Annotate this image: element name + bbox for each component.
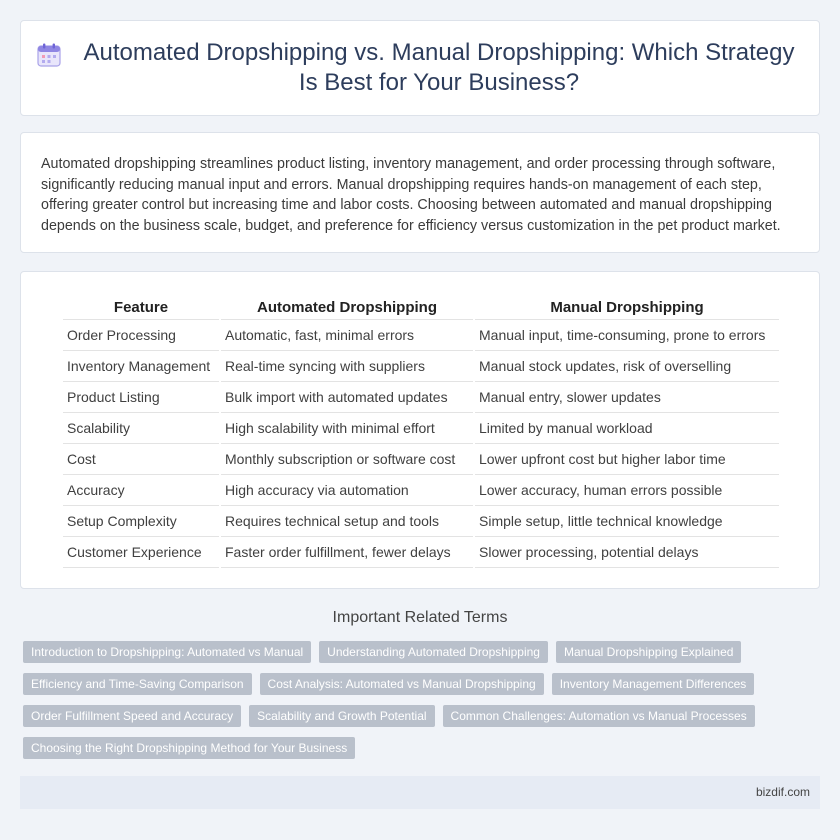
footer-site-link[interactable]: bizdif.com bbox=[755, 785, 810, 799]
table-row bbox=[63, 475, 779, 506]
related-term-tag[interactable]: Inventory Management Differences bbox=[552, 673, 755, 695]
table-cell: Accuracy bbox=[63, 475, 219, 506]
related-term-tag[interactable]: Introduction to Dropshipping: Automated vs Manual bbox=[23, 641, 311, 663]
table-cell: Setup Complexity bbox=[63, 506, 219, 537]
table-cell: Product Listing bbox=[63, 382, 219, 413]
intro-paragraph: Automated dropshipping streamlines product listing, inventory management, and order processing through software, significantly reducing manual input and errors. Manual dropshipping requires hands-on management of each step, offering greater control but increasing time and labor costs. Choosing between automated and manual dropshipping depends on the business scale, budget, and preference for efficiency versus customization in the pet product market. bbox=[41, 156, 781, 234]
footer bbox=[20, 776, 820, 809]
table-cell: Inventory Management bbox=[63, 351, 219, 382]
table-cell: Customer Experience bbox=[63, 537, 219, 568]
table-cell: High scalability with minimal effort bbox=[221, 413, 473, 444]
related-term-tag[interactable]: Choosing the Right Dropshipping Method for Your Business bbox=[23, 737, 355, 759]
table-cell: Order Processing bbox=[63, 320, 219, 351]
table-cell: Manual input, time-consuming, prone to errors bbox=[475, 320, 779, 351]
related-term-tag[interactable]: Common Challenges: Automation vs Manual Processes bbox=[443, 705, 755, 727]
related-term-tag[interactable]: Cost Analysis: Automated vs Manual Dropshipping bbox=[260, 673, 544, 695]
page-title: Automated Dropshipping vs. Manual Dropshipping: Which Strategy Is Best for Your Business? bbox=[83, 39, 795, 96]
table-cell: Monthly subscription or software cost bbox=[221, 444, 473, 475]
column-header: Manual Dropshipping bbox=[475, 294, 779, 320]
comparison-table bbox=[61, 294, 781, 568]
title-card bbox=[20, 20, 820, 116]
related-term-tag[interactable]: Manual Dropshipping Explained bbox=[556, 641, 741, 663]
column-header: Automated Dropshipping bbox=[221, 294, 473, 320]
related-term-tag[interactable]: Efficiency and Time-Saving Comparison bbox=[23, 673, 252, 695]
calendar-icon bbox=[36, 42, 62, 68]
table-cell: Cost bbox=[63, 444, 219, 475]
intro-card bbox=[20, 132, 820, 253]
table-row bbox=[63, 537, 779, 568]
table-row bbox=[63, 351, 779, 382]
table-cell: Bulk import with automated updates bbox=[221, 382, 473, 413]
table-row bbox=[63, 320, 779, 351]
table-cell: Lower upfront cost but higher labor time bbox=[475, 444, 779, 475]
table-cell: Real-time syncing with suppliers bbox=[221, 351, 473, 382]
table-cell: Automatic, fast, minimal errors bbox=[221, 320, 473, 351]
table-cell: High accuracy via automation bbox=[221, 475, 473, 506]
table-row bbox=[63, 444, 779, 475]
column-header: Feature bbox=[63, 294, 219, 320]
table-cell: Simple setup, little technical knowledge bbox=[475, 506, 779, 537]
table-cell: Slower processing, potential delays bbox=[475, 537, 779, 568]
related-terms-heading: Important Related Terms bbox=[332, 609, 508, 626]
related-term-tag[interactable]: Understanding Automated Dropshipping bbox=[319, 641, 548, 663]
table-cell: Faster order fulfillment, fewer delays bbox=[221, 537, 473, 568]
table-cell: Manual stock updates, risk of overselling bbox=[475, 351, 779, 382]
related-terms-list bbox=[23, 641, 823, 759]
table-row bbox=[63, 382, 779, 413]
comparison-card bbox=[20, 271, 820, 589]
table-header-row bbox=[63, 294, 779, 320]
table-cell: Limited by manual workload bbox=[475, 413, 779, 444]
table-row bbox=[63, 506, 779, 537]
table-cell: Lower accuracy, human errors possible bbox=[475, 475, 779, 506]
related-term-tag[interactable]: Order Fulfillment Speed and Accuracy bbox=[23, 705, 241, 727]
related-term-tag[interactable]: Scalability and Growth Potential bbox=[249, 705, 434, 727]
table-cell: Requires technical setup and tools bbox=[221, 506, 473, 537]
table-row bbox=[63, 413, 779, 444]
table-cell: Manual entry, slower updates bbox=[475, 382, 779, 413]
table-cell: Scalability bbox=[63, 413, 219, 444]
